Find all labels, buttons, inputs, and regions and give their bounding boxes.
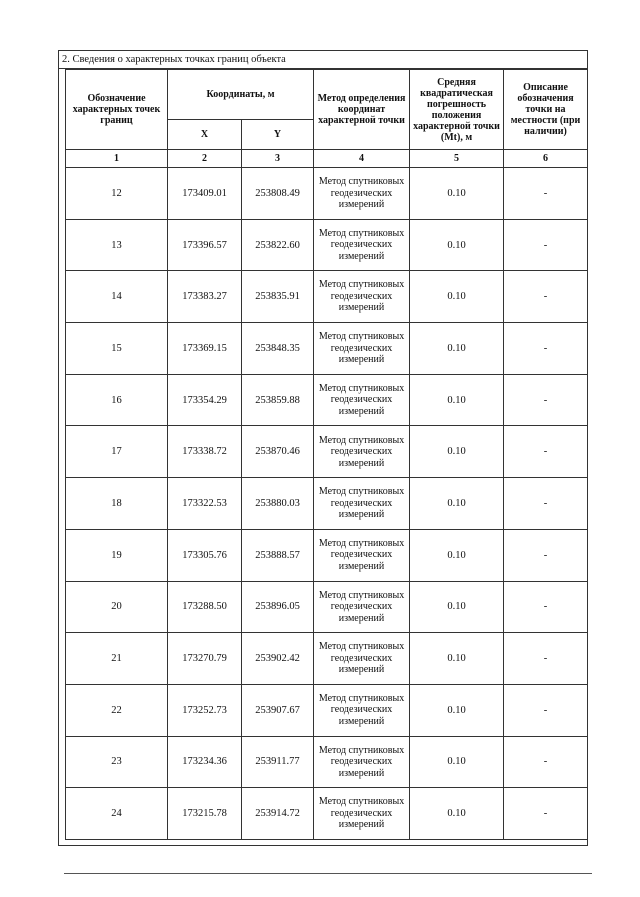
description-cell: - [504, 323, 588, 375]
point-id-cell: 14 [66, 271, 168, 323]
error-cell: 0.10 [410, 529, 504, 581]
x-coordinate-cell: 173322.53 [168, 478, 242, 530]
error-cell: 0.10 [410, 788, 504, 840]
description-cell: - [504, 529, 588, 581]
column-number: 5 [410, 150, 504, 168]
error-cell: 0.10 [410, 374, 504, 426]
table-row [66, 581, 588, 633]
section-title: 2. Сведения о характерных точках границ объекта [59, 51, 587, 69]
header-description: Описание обозначения точки на местности (при наличии) [504, 70, 588, 150]
description-cell: - [504, 271, 588, 323]
x-coordinate-cell: 173305.76 [168, 529, 242, 581]
header-method: Метод определения координат характерной точки [314, 70, 410, 150]
bottom-rule [64, 873, 592, 874]
y-coordinate-cell: 253859.88 [242, 374, 314, 426]
table-body [66, 168, 588, 840]
method-cell: Метод спутниковых геодезических измерений [314, 581, 410, 633]
error-cell: 0.10 [410, 478, 504, 530]
column-number: 1 [66, 150, 168, 168]
header-y: Y [242, 120, 314, 150]
header-coordinates: Координаты, м [168, 70, 314, 120]
point-id-cell: 23 [66, 736, 168, 788]
x-coordinate-cell: 173354.29 [168, 374, 242, 426]
description-cell: - [504, 168, 588, 220]
point-id-cell: 16 [66, 374, 168, 426]
x-coordinate-cell: 173288.50 [168, 581, 242, 633]
method-cell: Метод спутниковых геодезических измерений [314, 736, 410, 788]
method-cell: Метод спутниковых геодезических измерений [314, 271, 410, 323]
x-coordinate-cell: 173252.73 [168, 684, 242, 736]
y-coordinate-cell: 253911.77 [242, 736, 314, 788]
point-id-cell: 22 [66, 684, 168, 736]
point-id-cell: 20 [66, 581, 168, 633]
description-cell: - [504, 788, 588, 840]
column-number: 2 [168, 150, 242, 168]
header-designation: Обозначение характерных точек границ [66, 70, 168, 150]
table-row [66, 323, 588, 375]
description-cell: - [504, 736, 588, 788]
table-row [66, 219, 588, 271]
x-coordinate-cell: 173338.72 [168, 426, 242, 478]
y-coordinate-cell: 253870.46 [242, 426, 314, 478]
table-row [66, 271, 588, 323]
point-id-cell: 19 [66, 529, 168, 581]
method-cell: Метод спутниковых геодезических измерений [314, 478, 410, 530]
x-coordinate-cell: 173383.27 [168, 271, 242, 323]
description-cell: - [504, 478, 588, 530]
column-number: 3 [242, 150, 314, 168]
column-number: 6 [504, 150, 588, 168]
method-cell: Метод спутниковых геодезических измерений [314, 529, 410, 581]
y-coordinate-cell: 253808.49 [242, 168, 314, 220]
error-cell: 0.10 [410, 581, 504, 633]
point-id-cell: 15 [66, 323, 168, 375]
description-cell: - [504, 374, 588, 426]
header-x: X [168, 120, 242, 150]
description-cell: - [504, 581, 588, 633]
table-row [66, 788, 588, 840]
x-coordinate-cell: 173234.36 [168, 736, 242, 788]
method-cell: Метод спутниковых геодезических измерений [314, 168, 410, 220]
header-error: Средняя квадратическая погрешность положения характерной точки (Mt), м [410, 70, 504, 150]
error-cell: 0.10 [410, 426, 504, 478]
x-coordinate-cell: 173215.78 [168, 788, 242, 840]
y-coordinate-cell: 253822.60 [242, 219, 314, 271]
y-coordinate-cell: 253896.05 [242, 581, 314, 633]
error-cell: 0.10 [410, 323, 504, 375]
method-cell: Метод спутниковых геодезических измерений [314, 426, 410, 478]
point-id-cell: 13 [66, 219, 168, 271]
method-cell: Метод спутниковых геодезических измерений [314, 323, 410, 375]
point-id-cell: 12 [66, 168, 168, 220]
error-cell: 0.10 [410, 736, 504, 788]
y-coordinate-cell: 253888.57 [242, 529, 314, 581]
y-coordinate-cell: 253907.67 [242, 684, 314, 736]
table-row [66, 374, 588, 426]
method-cell: Метод спутниковых геодезических измерений [314, 684, 410, 736]
y-coordinate-cell: 253848.35 [242, 323, 314, 375]
error-cell: 0.10 [410, 633, 504, 685]
column-number: 4 [314, 150, 410, 168]
table-row [66, 736, 588, 788]
table-row [66, 633, 588, 685]
point-id-cell: 24 [66, 788, 168, 840]
table-row [66, 426, 588, 478]
method-cell: Метод спутниковых геодезических измерений [314, 219, 410, 271]
y-coordinate-cell: 253914.72 [242, 788, 314, 840]
point-id-cell: 18 [66, 478, 168, 530]
method-cell: Метод спутниковых геодезических измерений [314, 374, 410, 426]
error-cell: 0.10 [410, 219, 504, 271]
document-sheet [58, 50, 588, 846]
table-row [66, 478, 588, 530]
x-coordinate-cell: 173369.15 [168, 323, 242, 375]
point-id-cell: 21 [66, 633, 168, 685]
table-row [66, 684, 588, 736]
description-cell: - [504, 684, 588, 736]
error-cell: 0.10 [410, 271, 504, 323]
point-id-cell: 17 [66, 426, 168, 478]
description-cell: - [504, 219, 588, 271]
boundary-points-table [65, 69, 588, 840]
method-cell: Метод спутниковых геодезических измерений [314, 788, 410, 840]
error-cell: 0.10 [410, 168, 504, 220]
x-coordinate-cell: 173270.79 [168, 633, 242, 685]
description-cell: - [504, 426, 588, 478]
description-cell: - [504, 633, 588, 685]
table-row [66, 529, 588, 581]
x-coordinate-cell: 173396.57 [168, 219, 242, 271]
y-coordinate-cell: 253880.03 [242, 478, 314, 530]
table-row [66, 168, 588, 220]
y-coordinate-cell: 253835.91 [242, 271, 314, 323]
method-cell: Метод спутниковых геодезических измерений [314, 633, 410, 685]
y-coordinate-cell: 253902.42 [242, 633, 314, 685]
error-cell: 0.10 [410, 684, 504, 736]
x-coordinate-cell: 173409.01 [168, 168, 242, 220]
